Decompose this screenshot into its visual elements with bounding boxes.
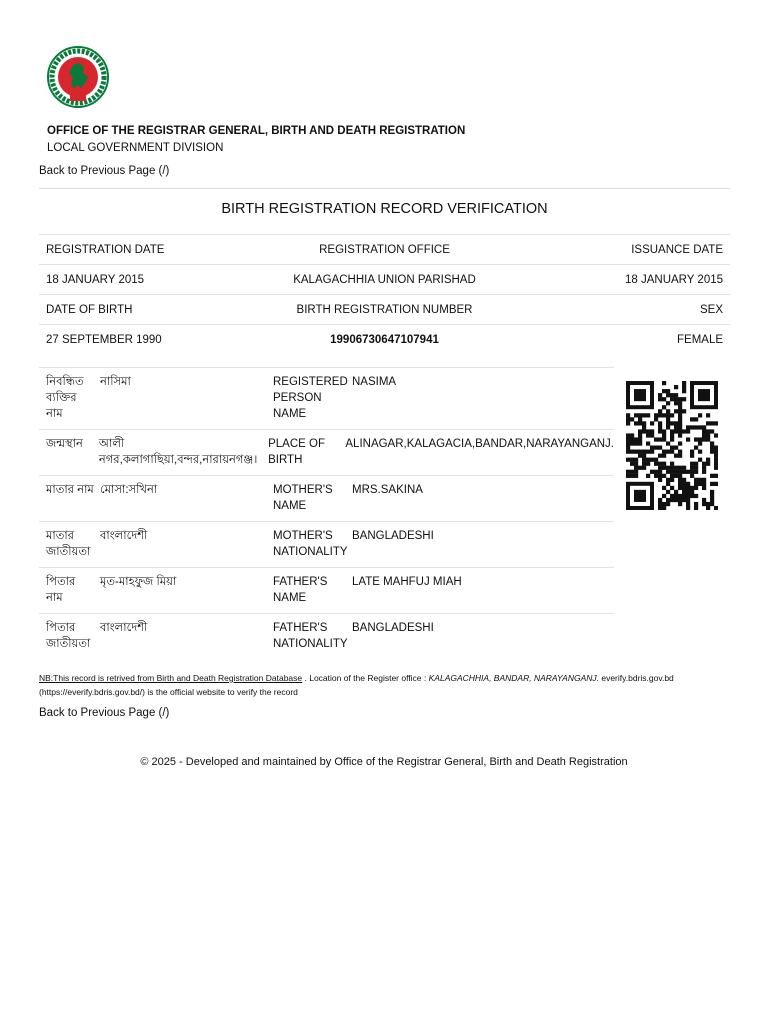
- en-label: FATHER'S NATIONALITY: [273, 622, 348, 650]
- bn-label: নিবন্ধিত ব্যক্তির নাম: [46, 376, 84, 420]
- en-label: FATHER'S NAME: [273, 576, 328, 604]
- registration-office-value: KALAGACHHIA UNION PARISHAD: [293, 273, 476, 286]
- en-value: NASIMA: [352, 376, 397, 388]
- birth-registration-number-label: BIRTH REGISTRATION NUMBER: [296, 303, 473, 316]
- office-title: OFFICE OF THE REGISTRAR GENERAL, BIRTH AND DEATH REGISTRATION: [47, 125, 466, 137]
- en-label: MOTHER'S NATIONALITY: [273, 530, 348, 558]
- birth-registration-number-value: 19906730647107941: [330, 333, 439, 346]
- note-location: KALAGACHHIA, BANDAR, NARAYANGANJ.: [428, 673, 599, 683]
- issuance-date-label: ISSUANCE DATE: [631, 243, 724, 256]
- table-row: [39, 367, 614, 429]
- date-of-birth-label: DATE OF BIRTH: [46, 303, 133, 316]
- table-row: [39, 429, 614, 475]
- bn-label: মাতার নাম: [46, 484, 94, 496]
- bn-value: মোসা:সখিনা: [100, 484, 158, 496]
- bn-value: বাংলাদেশী: [100, 622, 148, 634]
- back-link-bottom[interactable]: Back to Previous Page (/): [39, 707, 170, 719]
- en-value: MRS.SAKINA: [352, 484, 423, 496]
- en-label: MOTHER'S NAME: [273, 484, 333, 512]
- bn-value: মৃত-মাহফুজ মিয়া: [100, 576, 177, 588]
- summary-table: [39, 234, 730, 354]
- bn-label: পিতার নাম: [46, 576, 76, 604]
- table-row: [39, 567, 614, 613]
- summary-row-values-2: [39, 324, 730, 354]
- bn-value: বাংলাদেশী: [100, 530, 148, 542]
- bn-value: নাসিমা: [100, 376, 131, 388]
- summary-row-labels: [39, 234, 730, 264]
- summary-row-labels-2: [39, 294, 730, 324]
- bn-label: পিতার জাতীয়তা: [46, 622, 91, 650]
- divider: [39, 188, 730, 189]
- back-link-top[interactable]: Back to Previous Page (/): [39, 165, 170, 177]
- registration-date-value: 18 JANUARY 2015: [46, 273, 145, 286]
- government-seal-icon: [46, 45, 110, 109]
- office-subtitle: LOCAL GOVERNMENT DIVISION: [47, 142, 224, 154]
- sex-label: SEX: [700, 303, 724, 316]
- note-website: everify.bdris.gov.bd (https://everify.bdris.gov.bd/) is the official website to verify the record: [39, 673, 674, 697]
- summary-row-values: [39, 264, 730, 294]
- en-value: BANGLADESHI: [352, 530, 434, 542]
- record-note: [39, 671, 739, 699]
- note-source: NB:This record is retrived from Birth and Death Registration Database: [39, 673, 303, 683]
- note-location-label: . Location of the Register office :: [302, 673, 429, 683]
- qr-code-icon: [626, 381, 718, 510]
- en-value: BANGLADESHI: [352, 622, 434, 634]
- en-label: REGISTERED PERSON NAME: [273, 376, 348, 420]
- footer-copyright: © 2025 - Developed and maintained by Office of the Registrar General, Birth and Death Registration: [140, 756, 628, 768]
- issuance-date-value: 18 JANUARY 2015: [624, 273, 724, 286]
- en-value: LATE MAHFUJ MIAH: [352, 576, 462, 588]
- registration-date-label: REGISTRATION DATE: [46, 243, 165, 256]
- en-value: ALINAGAR,KALAGACIA,BANDAR,NARAYANGANJ.: [345, 438, 614, 450]
- sex-value: FEMALE: [677, 333, 724, 346]
- table-row: [39, 613, 614, 659]
- en-label: PLACE OF BIRTH: [268, 438, 325, 466]
- table-row: [39, 475, 614, 521]
- registration-office-label: REGISTRATION OFFICE: [319, 243, 450, 256]
- page-title: BIRTH REGISTRATION RECORD VERIFICATION: [221, 201, 548, 217]
- bn-label: মাতার জাতীয়তা: [46, 530, 91, 558]
- bn-label: জন্মস্থান: [46, 438, 83, 450]
- bn-value: আলী নগর,কলাগাছিয়া,বন্দর,নারায়নগঞ্জ।: [98, 438, 258, 466]
- details-table: [39, 367, 614, 659]
- date-of-birth-value: 27 SEPTEMBER 1990: [46, 333, 162, 346]
- table-row: [39, 521, 614, 567]
